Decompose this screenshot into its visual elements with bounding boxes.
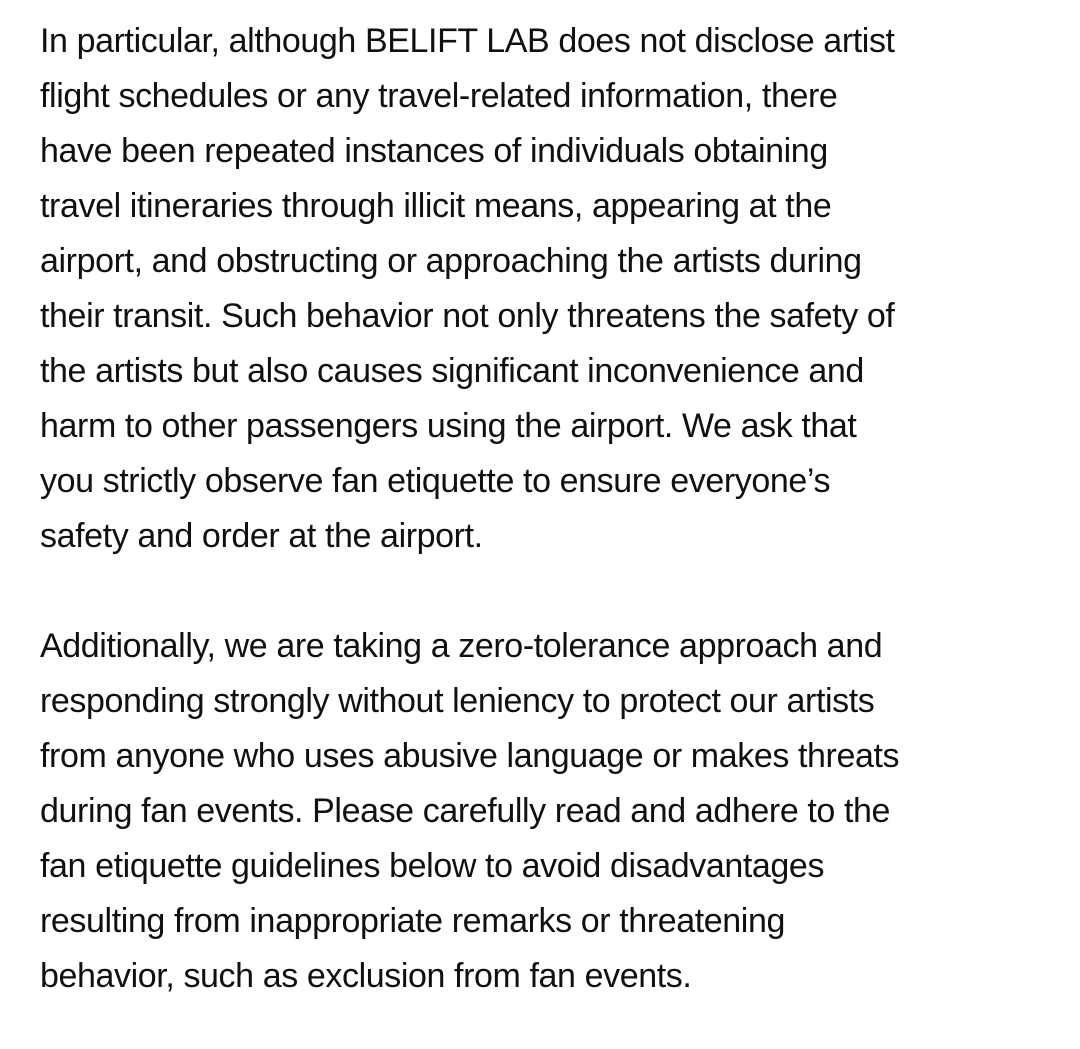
- paragraph: [40, 619, 1040, 1004]
- text-line: during fan events. Please carefully read and adhere to the: [40, 792, 891, 830]
- text-line: airport, and obstructing or approaching the artists during: [40, 242, 862, 280]
- notice-body: [40, 14, 1040, 1004]
- text-line: Additionally, we are taking a zero-tolerance approach and: [40, 627, 883, 665]
- text-line: resulting from inappropriate remarks or threatening: [40, 902, 785, 940]
- text-line: responding strongly without leniency to protect our artists: [40, 682, 875, 720]
- text-line: harm to other passengers using the airport. We ask that: [40, 407, 857, 445]
- text-line: from anyone who uses abusive language or makes threats: [40, 737, 900, 775]
- text-line: flight schedules or any travel-related information, there: [40, 77, 838, 115]
- text-line: travel itineraries through illicit means, appearing at the: [40, 187, 832, 225]
- text-line: have been repeated instances of individuals obtaining: [40, 132, 828, 170]
- text-line: In particular, although BELIFT LAB does not disclose artist: [40, 22, 895, 60]
- text-line: behavior, such as exclusion from fan events.: [40, 957, 692, 995]
- text-line: fan etiquette guidelines below to avoid disadvantages: [40, 847, 825, 885]
- text-line: their transit. Such behavior not only threatens the safety of: [40, 297, 895, 335]
- text-line: you strictly observe fan etiquette to ensure everyone’s: [40, 462, 831, 500]
- paragraph: [40, 14, 1040, 564]
- text-line: the artists but also causes significant inconvenience and: [40, 352, 864, 390]
- text-line: safety and order at the airport.: [40, 517, 483, 555]
